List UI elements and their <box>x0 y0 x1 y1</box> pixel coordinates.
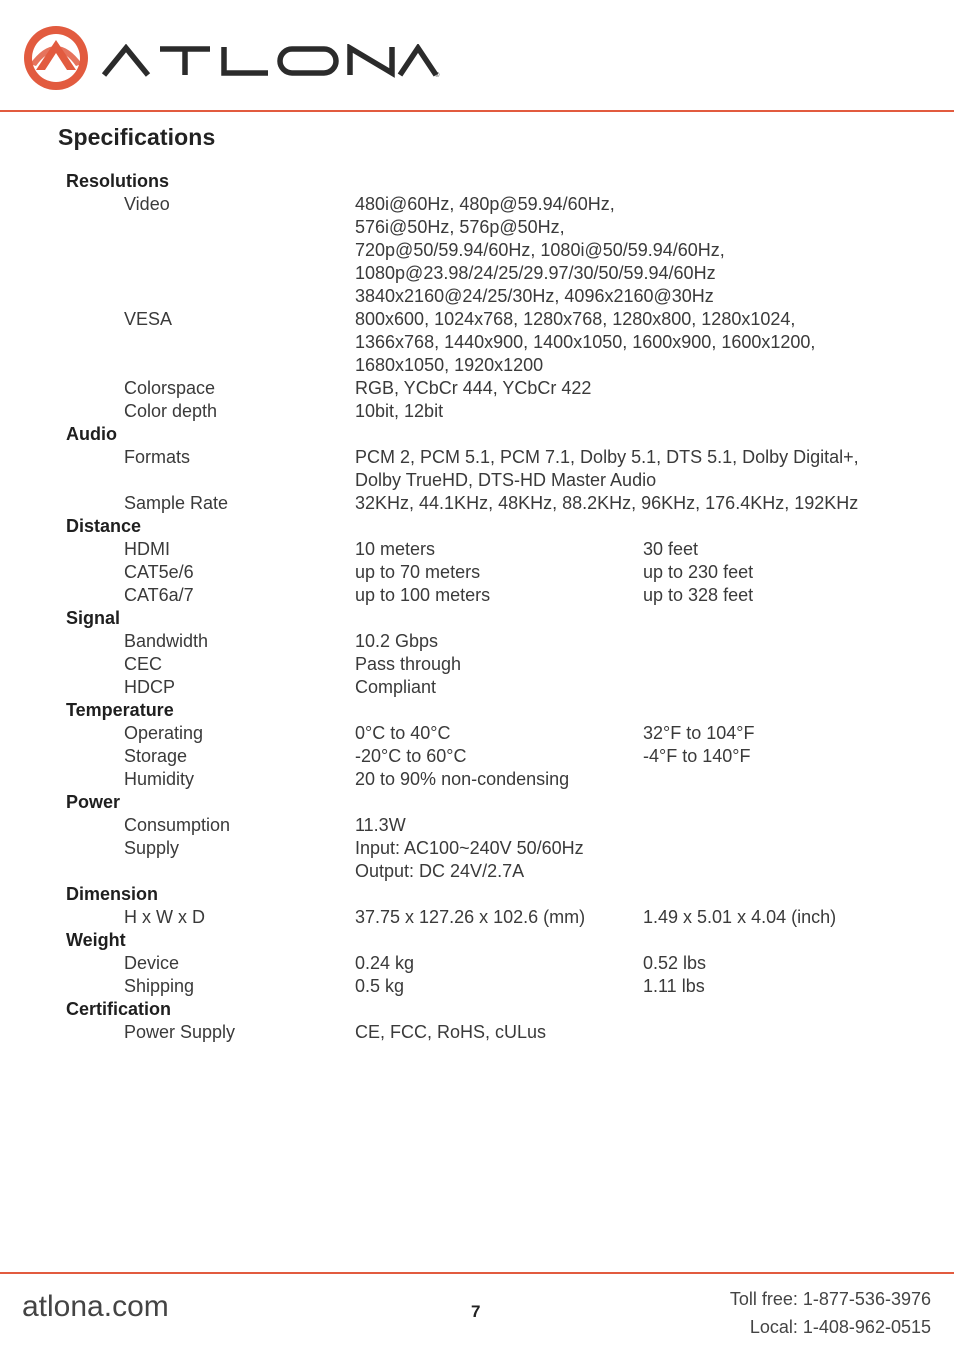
spec-category-heading: Distance <box>66 516 142 536</box>
atlona-logo-icon <box>22 24 90 92</box>
spec-value: PCM 2, PCM 5.1, PCM 7.1, Dolby 5.1, DTS 5.1, Dolby Digital+, <box>355 447 859 467</box>
spec-row <box>0 538 954 561</box>
spec-category-heading: Weight <box>66 930 126 950</box>
svg-text:®: ® <box>435 73 440 78</box>
spec-row <box>0 216 954 239</box>
spec-row <box>0 837 954 860</box>
spec-value: up to 70 meters <box>355 562 481 582</box>
spec-value-imperial: 1.11 lbs <box>643 976 705 996</box>
spec-category-row <box>0 998 954 1021</box>
spec-category-row <box>0 883 954 906</box>
spec-label: Power Supply <box>124 1022 236 1042</box>
spec-value-imperial: 30 feet <box>643 539 699 559</box>
spec-category-row <box>0 607 954 630</box>
spec-label: Consumption <box>124 815 231 835</box>
spec-category-heading: Power <box>66 792 121 812</box>
page-title: Specifications <box>58 124 216 150</box>
page-header <box>0 0 954 112</box>
spec-label: VESA <box>124 309 173 329</box>
spec-value: RGB, YCbCr 444, YCbCr 422 <box>355 378 592 398</box>
spec-label: Humidity <box>124 769 195 789</box>
spec-category-heading: Certification <box>66 999 172 1019</box>
spec-label: CAT5e/6 <box>124 562 194 582</box>
spec-value: 11.3W <box>355 815 406 835</box>
spec-label: Formats <box>124 447 191 467</box>
spec-value: CE, FCC, RoHS, cULus <box>355 1022 547 1042</box>
spec-value-imperial: -4°F to 140°F <box>643 746 751 766</box>
spec-value: up to 100 meters <box>355 585 491 605</box>
spec-row <box>0 400 954 423</box>
spec-label: Operating <box>124 723 204 743</box>
spec-label: Video <box>124 194 170 214</box>
spec-label: HDMI <box>124 539 170 559</box>
spec-row <box>0 952 954 975</box>
spec-value-imperial: 1.49 x 5.01 x 4.04 (inch) <box>643 907 837 927</box>
spec-row <box>0 469 954 492</box>
spec-row <box>0 377 954 400</box>
spec-value: 3840x2160@24/25/30Hz, 4096x2160@30Hz <box>355 286 714 306</box>
spec-value: 0°C to 40°C <box>355 723 451 743</box>
spec-value: 10bit, 12bit <box>355 401 444 421</box>
spec-category-heading: Temperature <box>66 700 174 720</box>
spec-category-row <box>0 699 954 722</box>
spec-row <box>0 1021 954 1044</box>
spec-row <box>0 446 954 469</box>
spec-category-row <box>0 791 954 814</box>
spec-label: Device <box>124 953 180 973</box>
spec-row <box>0 492 954 515</box>
spec-value: 1366x768, 1440x900, 1400x1050, 1600x900, 1600x1200, <box>355 332 816 352</box>
spec-row <box>0 745 954 768</box>
spec-value: 1680x1050, 1920x1200 <box>355 355 544 375</box>
spec-label: CEC <box>124 654 163 674</box>
spec-value-imperial: up to 230 feet <box>643 562 754 582</box>
spec-label: Bandwidth <box>124 631 209 651</box>
footer-contact <box>730 1285 931 1341</box>
spec-category-row <box>0 515 954 538</box>
spec-category-row <box>0 170 954 193</box>
spec-row <box>0 262 954 285</box>
spec-label: Sample Rate <box>124 493 229 513</box>
footer-website: atlona.com <box>22 1290 169 1323</box>
spec-row <box>0 354 954 377</box>
spec-row <box>0 814 954 837</box>
spec-value: 0.24 kg <box>355 953 415 973</box>
toll-free-number: Toll free: 1-877-536-3976 <box>729 1289 931 1309</box>
spec-label: Storage <box>124 746 188 766</box>
atlona-wordmark <box>102 44 442 78</box>
spec-category-heading: Resolutions <box>66 171 170 191</box>
spec-value: 1080p@23.98/24/25/29.97/30/50/59.94/60Hz <box>355 263 716 283</box>
spec-row <box>0 308 954 331</box>
spec-value: Pass through <box>355 654 462 674</box>
spec-label: Supply <box>124 838 180 858</box>
spec-row <box>0 906 954 929</box>
spec-row <box>0 331 954 354</box>
spec-label: CAT6a/7 <box>124 585 194 605</box>
spec-label: Colorspace <box>124 378 216 398</box>
spec-row <box>0 239 954 262</box>
spec-label: HDCP <box>124 677 176 697</box>
spec-value: 480i@60Hz, 480p@59.94/60Hz, <box>355 194 615 214</box>
spec-row <box>0 975 954 998</box>
spec-value: 37.75 x 127.26 x 102.6 (mm) <box>355 907 586 927</box>
spec-value: 20 to 90% non-condensing <box>355 769 570 789</box>
footer-divider <box>0 1272 954 1274</box>
spec-row <box>0 653 954 676</box>
spec-row <box>0 630 954 653</box>
spec-label: H x W x D <box>124 907 205 927</box>
local-number: Local: 1-408-962-0515 <box>749 1317 931 1337</box>
spec-value: 720p@50/59.94/60Hz, 1080i@50/59.94/60Hz, <box>355 240 725 260</box>
spec-category-heading: Dimension <box>66 884 159 904</box>
spec-row <box>0 722 954 745</box>
spec-row <box>0 584 954 607</box>
spec-value-imperial: up to 328 feet <box>643 585 754 605</box>
spec-category-heading: Audio <box>66 424 117 444</box>
spec-value-imperial: 0.52 lbs <box>643 953 707 973</box>
spec-value: -20°C to 60°C <box>355 746 467 766</box>
spec-value: Input: AC100~240V 50/60Hz <box>355 838 584 858</box>
spec-value: 32KHz, 44.1KHz, 48KHz, 88.2KHz, 96KHz, 176.4KHz, 192KHz <box>355 493 859 513</box>
spec-row <box>0 768 954 791</box>
spec-value: 10 meters <box>355 539 436 559</box>
spec-label: Shipping <box>124 976 195 996</box>
spec-row <box>0 676 954 699</box>
spec-category-row <box>0 423 954 446</box>
spec-row <box>0 193 954 216</box>
spec-row <box>0 561 954 584</box>
spec-value: Output: DC 24V/2.7A <box>355 861 525 881</box>
page-number: 7 <box>471 1302 481 1321</box>
spec-value: Dolby TrueHD, DTS-HD Master Audio <box>355 470 657 490</box>
spec-value: Compliant <box>355 677 437 697</box>
spec-value: 800x600, 1024x768, 1280x768, 1280x800, 1280x1024, <box>355 309 796 329</box>
header-divider <box>0 110 954 112</box>
spec-label: Color depth <box>124 401 218 421</box>
spec-value: 0.5 kg <box>355 976 405 996</box>
spec-category-heading: Signal <box>66 608 121 628</box>
spec-value: 10.2 Gbps <box>355 631 439 651</box>
spec-row <box>0 285 954 308</box>
spec-row <box>0 860 954 883</box>
spec-value: 576i@50Hz, 576p@50Hz, <box>355 217 565 237</box>
spec-value-imperial: 32°F to 104°F <box>643 723 755 743</box>
specifications-table <box>0 170 954 1044</box>
spec-category-row <box>0 929 954 952</box>
